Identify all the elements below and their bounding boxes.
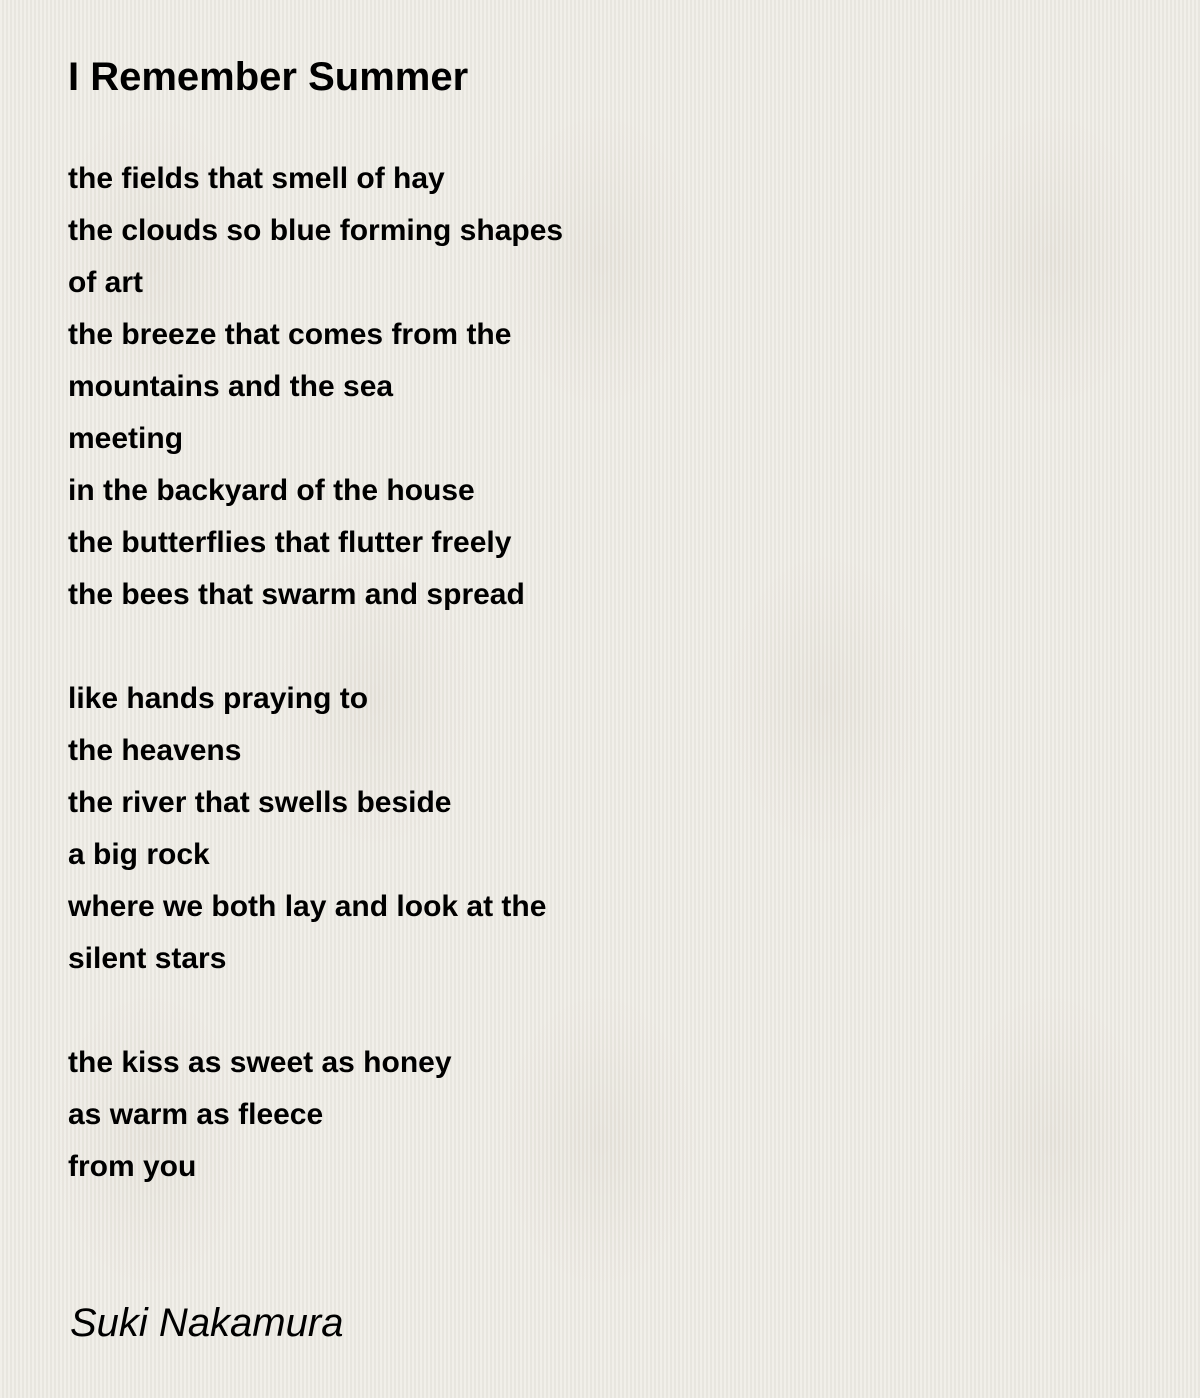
poem-line: the river that swells beside: [68, 786, 452, 819]
poem-body: [68, 153, 1148, 1245]
poem-line: the heavens: [68, 734, 242, 767]
poem-line: the clouds so blue forming shapes: [68, 214, 564, 247]
poem-line: mountains and the sea: [68, 370, 394, 403]
poem-line: where we both lay and look at the: [68, 890, 547, 923]
poem-line: meeting: [68, 422, 184, 455]
poem-line: the kiss as sweet as honey: [68, 1046, 452, 1079]
stanza-2: [68, 673, 1148, 985]
poem-line: the breeze that comes from the: [68, 318, 512, 351]
poem-line: the bees that swarm and spread: [68, 578, 525, 611]
stanza-1: [68, 153, 1148, 621]
poem-author: Suki Nakamura: [70, 1301, 344, 1345]
poem-line: a big rock: [68, 838, 210, 871]
poem-line: like hands praying to: [68, 682, 369, 715]
poem-line: the fields that smell of hay: [68, 162, 445, 195]
stanza-3: [68, 1037, 1148, 1193]
poem-line: from you: [68, 1150, 197, 1183]
poem-title: I Remember Summer: [68, 55, 469, 99]
poem-line: the butterflies that flutter freely: [68, 526, 512, 559]
poem-line: silent stars: [68, 942, 227, 975]
poem-line: of art: [68, 266, 143, 299]
poem-line: in the backyard of the house: [68, 474, 475, 507]
poem-line: as warm as fleece: [68, 1098, 324, 1131]
